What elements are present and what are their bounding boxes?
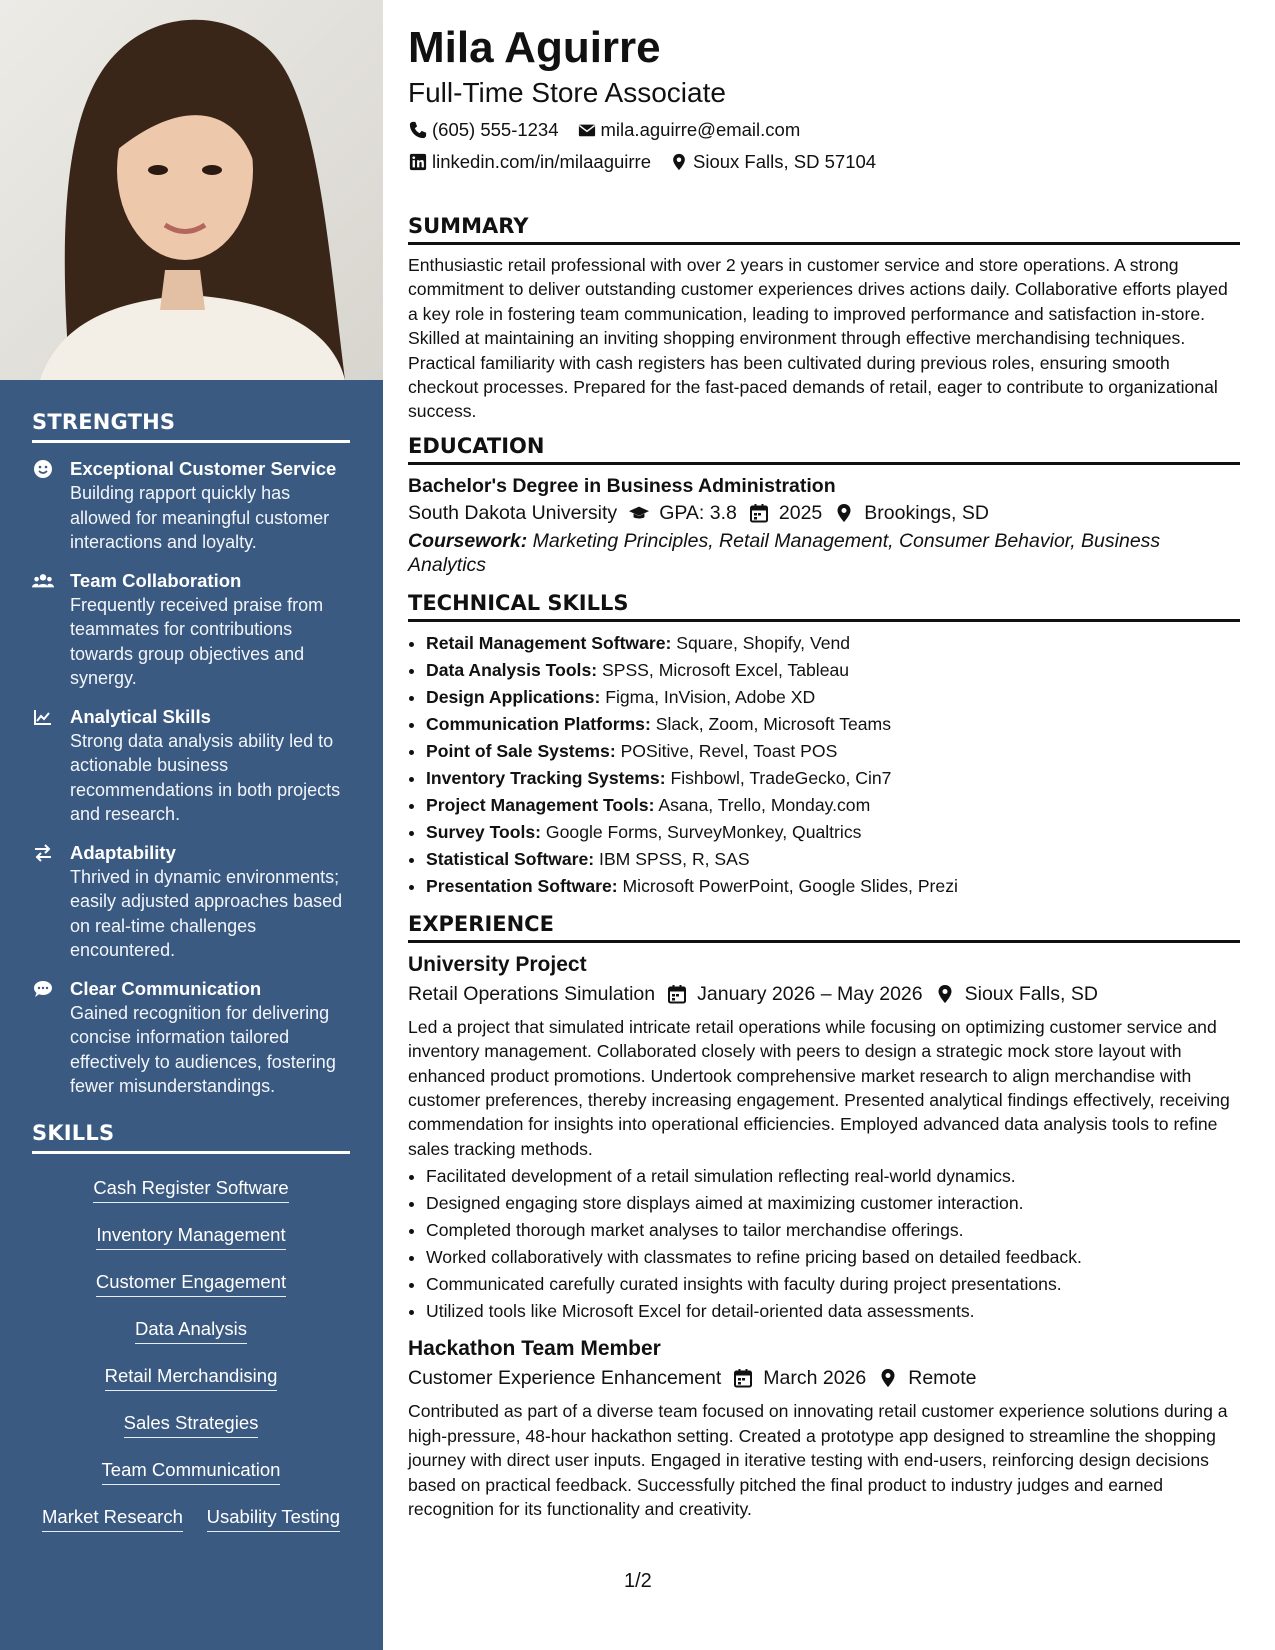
experience-dates: January 2026 – May 2026 — [697, 982, 923, 1005]
skill-value: Square, Shopify, Vend — [671, 632, 851, 653]
skill-value: POSitive, Revel, Toast POS — [615, 740, 838, 761]
skill-tag: Retail Merchandising — [105, 1364, 278, 1391]
linkedin-icon — [408, 152, 428, 172]
location-contact — [669, 150, 876, 174]
strength-item — [32, 457, 350, 555]
skill-value: Slack, Zoom, Microsoft Teams — [650, 713, 892, 734]
experience-title: Hackathon Team Member — [408, 1337, 661, 1361]
strength-item — [32, 977, 350, 1099]
strength-text: Frequently received praise from teammates for contributions towards group objectives and synergy. — [70, 594, 324, 688]
strength-item — [32, 841, 350, 963]
list-item — [426, 657, 1240, 684]
linkedin-text: linkedin.com/in/milaaguirre — [432, 151, 652, 172]
list-item — [426, 819, 1240, 846]
experience-item — [408, 951, 1240, 1325]
candidate-name: Mila Aguirre — [408, 23, 661, 72]
skill-tag: Usability Testing — [207, 1505, 340, 1532]
coursework-label: Coursework: — [408, 529, 528, 552]
strength-text: Strong data analysis ability led to actionable business recommendations in both projects and research. — [70, 730, 341, 824]
experience-description: Contributed as part of a diverse team focused on innovating retail customer experience solutions during a high-pressure, 48-hour hackathon setting. Created a prototype app designed to streamline the shopping journey with direct user inputs. Engaged in iterative testing with end-users, reinforcing design decisions based on practical feedback. Successfully pitched the final product to industry judges and earned recognition for its functionality and creativity. — [408, 1401, 1228, 1519]
contact-row-2 — [408, 150, 1240, 174]
strength-title: Team Collaboration — [70, 569, 242, 591]
education-meta — [408, 499, 1240, 527]
skill-tag: Customer Engagement — [96, 1270, 286, 1297]
strength-item — [32, 569, 350, 691]
list-item: • Facilitated development of a retail simulation reflecting real-world dynamics. — [426, 1163, 1240, 1190]
experience-bullets — [408, 1163, 1240, 1325]
calendar-icon — [749, 502, 771, 524]
list-item: • Communicated carefully curated insights with faculty during project presentations. — [426, 1271, 1240, 1298]
education-heading: EDUCATION — [408, 434, 1240, 465]
chart-line-icon — [32, 707, 56, 729]
sidebar-content — [32, 410, 350, 1544]
coursework — [408, 529, 1240, 577]
strength-title: Adaptability — [70, 841, 176, 863]
users-icon — [32, 571, 56, 593]
map-pin-icon — [669, 152, 689, 172]
strength-title: Exceptional Customer Service — [70, 458, 337, 479]
map-pin-icon — [935, 983, 957, 1005]
technical-skills-list — [408, 630, 1240, 900]
list-item — [426, 711, 1240, 738]
list-item — [426, 765, 1240, 792]
experience-location: Remote — [908, 1367, 977, 1390]
skill-label: Data Analysis Tools: — [426, 659, 598, 680]
strength-title: Clear Communication — [70, 977, 262, 999]
sidebar — [0, 0, 383, 1650]
list-item — [426, 738, 1240, 765]
skill-label: Inventory Tracking Systems: — [426, 767, 666, 788]
skill-tag: Market Research — [42, 1505, 183, 1532]
map-pin-icon — [878, 1367, 900, 1389]
list-item: • Designed engaging store displays aimed at maximizing customer interaction. — [426, 1190, 1240, 1217]
summary-text: Enthusiastic retail professional with over 2 years in customer service and store operations. A strong commitment to deliver outstanding customer experiences drives actions daily. Collaborative efforts played a key role in fostering team communication, leading to improved performance and satisfaction in-store. Skilled at maintaining an inviting shopping environment through effective merchandising techniques. Practical familiarity with cash registers has been cultivated during previous roles, ensuring smooth checkout processes. Prepared for the fast-paced demands of retail, eager to contribute to organizational success. — [408, 255, 1228, 422]
school-location: Brookings, SD — [864, 501, 989, 524]
experience-title: University Project — [408, 952, 587, 976]
phone-contact — [408, 118, 559, 142]
skill-label: Communication Platforms: — [426, 713, 651, 734]
phone-text: (605) 555-1234 — [432, 119, 559, 140]
profile-photo — [0, 0, 383, 380]
technical-skills-heading: TECHNICAL SKILLS — [408, 591, 1240, 622]
list-item: • Completed thorough market analyses to tailor merchandise offerings. — [426, 1217, 1240, 1244]
calendar-icon — [667, 983, 689, 1005]
email-contact[interactable] — [577, 118, 801, 142]
job-title: Full-Time Store Associate — [408, 77, 726, 108]
page-number: 1/2 — [624, 1570, 652, 1592]
experience-org: Retail Operations Simulation — [408, 982, 656, 1005]
list-item: • Worked collaboratively with classmates to refine pricing based on detailed feedback. — [426, 1244, 1240, 1271]
skill-label: Presentation Software: — [426, 875, 618, 896]
experience-location: Sioux Falls, SD — [964, 982, 1098, 1005]
skill-value: Microsoft PowerPoint, Google Slides, Prezi — [617, 875, 958, 896]
strength-text: Gained recognition for delivering concise information tailored effectively to audiences, fostering fewer misunderstandings. — [70, 1002, 336, 1096]
list-item — [426, 684, 1240, 711]
graduation-cap-icon — [629, 502, 651, 524]
skill-label: Project Management Tools: — [426, 794, 655, 815]
skill-value: SPSS, Microsoft Excel, Tableau — [597, 659, 850, 680]
comment-icon — [32, 979, 56, 1001]
experience-description: Led a project that simulated intricate retail operations while focusing on optimizing customer service and inventory management. Collaborated closely with peers to design a strategic mock store layout with enhanced product promotions. Undertook comprehensive market research to align merchandise with customer preferences, thereby increasing engagement. Presented analytical findings effectively, receiving commendation for insights into operational efficiencies. Employed advanced data analysis tools to refine sales tracking methods. — [408, 1016, 1230, 1159]
main-content — [408, 22, 1240, 1521]
location-text: Sioux Falls, SD 57104 — [693, 151, 877, 172]
calendar-icon — [733, 1367, 755, 1389]
skill-tag: Team Communication — [102, 1458, 281, 1485]
experience-heading: EXPERIENCE — [408, 912, 1240, 943]
school-name: South Dakota University — [408, 501, 618, 524]
list-item: • Utilized tools like Microsoft Excel for detail-oriented data assessments. — [426, 1298, 1240, 1325]
coursework-text: Marketing Principles, Retail Management, Consumer Behavior, Business Analytics — [408, 529, 1161, 576]
skill-label: Retail Management Software: — [426, 632, 672, 653]
strength-item — [32, 705, 350, 827]
skill-label: Survey Tools: — [426, 821, 542, 842]
strengths-heading: STRENGTHS — [32, 410, 350, 443]
skill-value: Google Forms, SurveyMonkey, Qualtrics — [541, 821, 862, 842]
skill-value: IBM SPSS, R, SAS — [594, 848, 750, 869]
envelope-icon — [577, 120, 597, 140]
list-item — [426, 792, 1240, 819]
skill-tag: Inventory Management — [96, 1223, 285, 1250]
skill-value: Figma, InVision, Adobe XD — [600, 686, 816, 707]
phone-icon — [408, 120, 428, 140]
gpa-text: GPA: 3.8 — [659, 501, 737, 524]
skill-tag: Data Analysis — [135, 1317, 247, 1344]
skill-label: Design Applications: — [426, 686, 601, 707]
strength-text: Thrived in dynamic environments; easily adjusted approaches based on real-time challenges encountered. — [70, 866, 343, 960]
graduation-year: 2025 — [778, 501, 823, 524]
list-item — [426, 846, 1240, 873]
skill-label: Statistical Software: — [426, 848, 595, 869]
experience-dates: March 2026 — [763, 1367, 867, 1390]
experience-meta — [408, 979, 1240, 1009]
list-item — [426, 630, 1240, 657]
skill-label: Point of Sale Systems: — [426, 740, 616, 761]
degree-title: Bachelor's Degree in Business Administration — [408, 474, 836, 497]
summary-heading: SUMMARY — [408, 214, 1240, 245]
skill-tag: Cash Register Software — [93, 1176, 288, 1203]
experience-org: Customer Experience Enhancement — [408, 1367, 722, 1390]
skills-heading: SKILLS — [32, 1121, 350, 1154]
strength-title: Analytical Skills — [70, 705, 211, 727]
smile-icon — [32, 459, 56, 481]
skill-value: Asana, Trello, Monday.com — [654, 794, 871, 815]
experience-item — [408, 1335, 1240, 1521]
exchange-icon — [32, 843, 56, 865]
map-pin-icon — [834, 502, 856, 524]
linkedin-contact[interactable] — [408, 150, 651, 174]
email-text: mila.aguirre@email.com — [600, 119, 801, 140]
skill-value: Fishbowl, TradeGecko, Cin7 — [665, 767, 892, 788]
skill-tag: Sales Strategies — [124, 1411, 259, 1438]
contact-row — [408, 118, 1240, 142]
list-item — [426, 873, 1240, 900]
skills-list — [32, 1168, 350, 1544]
experience-meta — [408, 1363, 1240, 1393]
strength-text: Building rapport quickly has allowed for meaningful customer interactions and loyalty. — [70, 483, 330, 552]
